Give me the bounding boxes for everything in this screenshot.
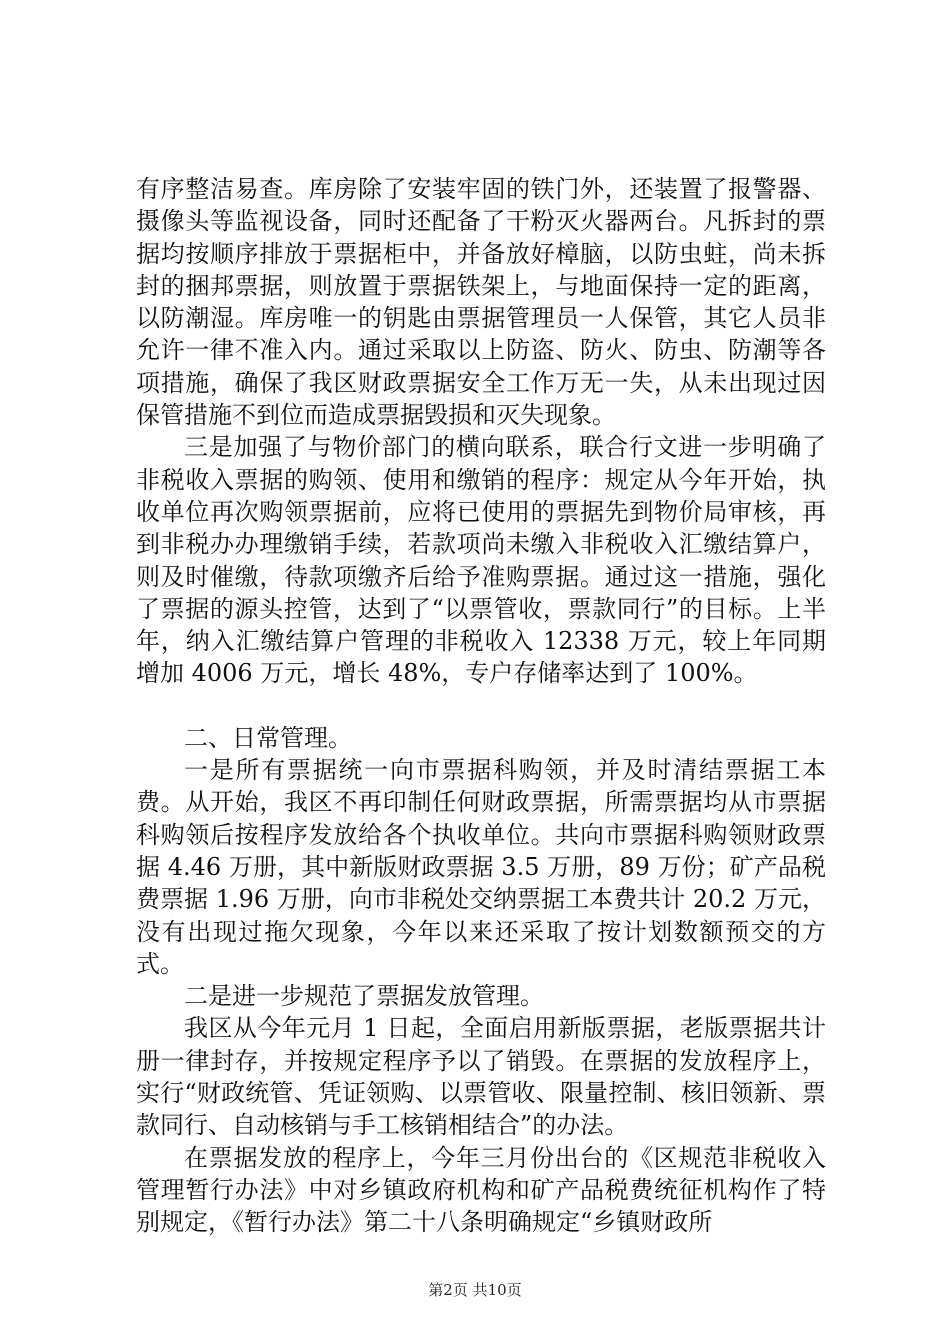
paragraph-price-department-liaison: 三是加强了与物价部门的横向联系，联合行文进一步明确了非税收入票据的购领、使用和缴销的程序：规定从今年开始，执收单位再次购领票据前，应将已使用的票据先到物价局审核，再到非税办办理缴销手续，若款项尚未缴入非税收入汇缴结算户，则及时催缴，待款项缴齐后给予准购票据。通过这一措施，强化了票据的源头控管，达到了“以票管收，票款同行”的目标。上半年，纳入汇缴结算户管理的非税收入 12338 万元，较上年同期增加 4006 万元，增长 48%，专户存储率达到了 100%。 — [136, 433, 826, 688]
paragraph-unified-purchase: 一是所有票据统一向市票据科购领，并及时清结票据工本费。从开始，我区不再印制任何财政票据，所需票据均从市票据科购领后按程序发放给各个执收单位。共向市票据科购领财政票据 4.46 万册，其中新版财政票据 3.5 万册，89 万份；矿产品税费票据 1.96 万册，向市非税处交纳票据工本费共计 20.2 万元，没有出现过拖欠现象，今年以来还采取了按计划数额预交的方式。 — [136, 756, 826, 978]
section-heading-daily-management: 二、日常管理。 — [184, 723, 352, 752]
paragraph-new-version-tickets: 我区从今年元月 1 日起，全面启用新版票据，老版票据共计册一律封存，并按规定程序予以了销毁。在票据的发放程序上，实行“财政统管、凭证领购、以票管收、限量控制、核旧领新、票款同行、自动核销与手工核销相结合”的办法。 — [136, 1014, 826, 1140]
document-body — [136, 173, 826, 1239]
paragraph-distribution-procedure: 在票据发放的程序上，今年三月份出台的《区规范非税收入管理暂行办法》中对乡镇政府机构和矿产品税费统征机构作了特别规定，《暂行办法》第二十八条明确规定“乡镇财政所 — [136, 1143, 826, 1237]
paragraph-spacer — [136, 690, 826, 722]
paragraph-distribution-heading: 二是进一步规范了票据发放管理。 — [184, 982, 544, 1011]
page-number-footer: 第2页 共10页 — [428, 1281, 522, 1299]
paragraph-storage-security: 有序整洁易查。库房除了安装牢固的铁门外，还装置了报警器、摄像头等监视设备，同时还配备了干粉灭火器两台。凡拆封的票据均按顺序排放于票据柜中，并备放好樟脑，以防虫蛀，尚未拆封的捆邦票据，则放置于票据铁架上，与地面保持一定的距离，以防潮湿。库房唯一的钥匙由票据管理员一人保管，其它人员非允许一律不准入内。通过采取以上防盗、防火、防虫、防潮等各项措施，确保了我区财政票据安全工作万无一失，从未出现过因保管措施不到位而造成票据毁损和灭失现象。 — [136, 175, 826, 430]
